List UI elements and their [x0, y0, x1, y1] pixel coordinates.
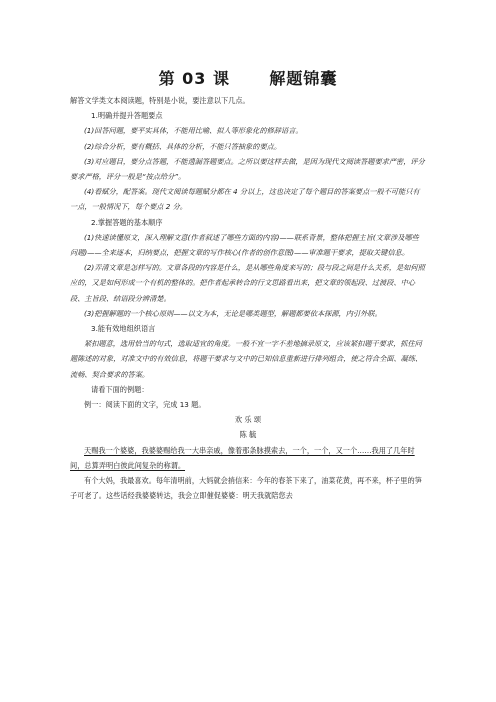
- example-lead: 请看下面的例题：: [91, 384, 149, 394]
- section-1-para-4: (4)看赋分，配答案。现代文阅读每题赋分都在 4 分以上，这也决定了每个题目的答案要点一般不可能只有一点，一般情况下，每个要点 2 分。: [70, 187, 420, 212]
- section-1-para-2: (2)综合分析，要有概括、具体的分析，不能只答抽象的要点。: [84, 141, 282, 151]
- section-heading-3: 3.能有效地组织语言: [91, 324, 156, 334]
- section-1-para-3: (3)对应题目，要分点答题，不能遗漏答题要点。之所以要这样去做，是因为现代文阅读答题要求严密，评分要求严格，评分一般是“按点给分”。: [70, 156, 425, 182]
- article-author: 陈 毓: [239, 430, 257, 440]
- article-para-2: 有个大妈，我最喜欢。每年清明前，大妈就会捎信来：今年的春茶下来了，油菜花黄，再不来，杯子里的笋子可老了。这些话经我婆婆转达，我会立即催促婆婆：明天我就陪您去: [70, 476, 422, 501]
- section-heading-1: 1.明确并提升答题要点: [91, 111, 163, 121]
- section-1-para-1: (1)回答问题，要平实具体，不能用比喻、拟人等形象化的修辞语言。: [84, 126, 303, 136]
- section-3-para-1: 紧扣题意，选用恰当的句式，选取适宜的角度。一般不宜一字不差地摘录原文，应该紧扣题干要求，抓住问题陈述的对象，对准文中的有效信息，将题干要求与文中的已知信息重新进行排列组合，使之符合全面、凝练、流畅、契合要求的答案。: [70, 339, 423, 379]
- section-2-para-2: (2)弄清文章是怎样写的。文章各段的内容是什么，是从哪些角度来写的；段与段之间是什么关系，是如何照应的，又是如何形成一个有机的整体的。把作者起承转合的行文思路看出来，把文章的领起段、过渡段、中心段、主旨段、结语段分辨清楚。: [70, 263, 425, 303]
- page-title: 第 03 课 解题锦囊: [158, 69, 338, 88]
- section-2-para-1: (1)快速读懂原文，深入理解文意(作者叙述了哪些方面的内容)——联系背景，整体把握主旨(文章涉及哪些问题)——全来逐本，归纳要点，把握文章的写作核心(作者的创作意图)——审准题干要求，提取关键信息。: [70, 232, 419, 258]
- section-2-para-3: (3)把握解题的一个核心原则——以文为本，无论是哪类题型，解题都要依本探源，内引外联。: [84, 308, 382, 318]
- article-para-1: 天赐我一个婆婆，我婆婆赐给我一大串亲戚，像着那条脉摸索去，一个，一个，又一个……我用了几年时间，总算弄明白彼此间复杂的称谓。: [70, 445, 415, 470]
- intro-text: 解答文学类文本阅读题，特别是小说，要注意以下几点。: [70, 96, 250, 105]
- example-label: 例一：阅读下面的文字，完成 13 题。: [84, 400, 206, 410]
- section-heading-2: 2.掌握答题的基本顺序: [91, 217, 163, 227]
- article-title: 欢 乐 颂: [234, 415, 262, 425]
